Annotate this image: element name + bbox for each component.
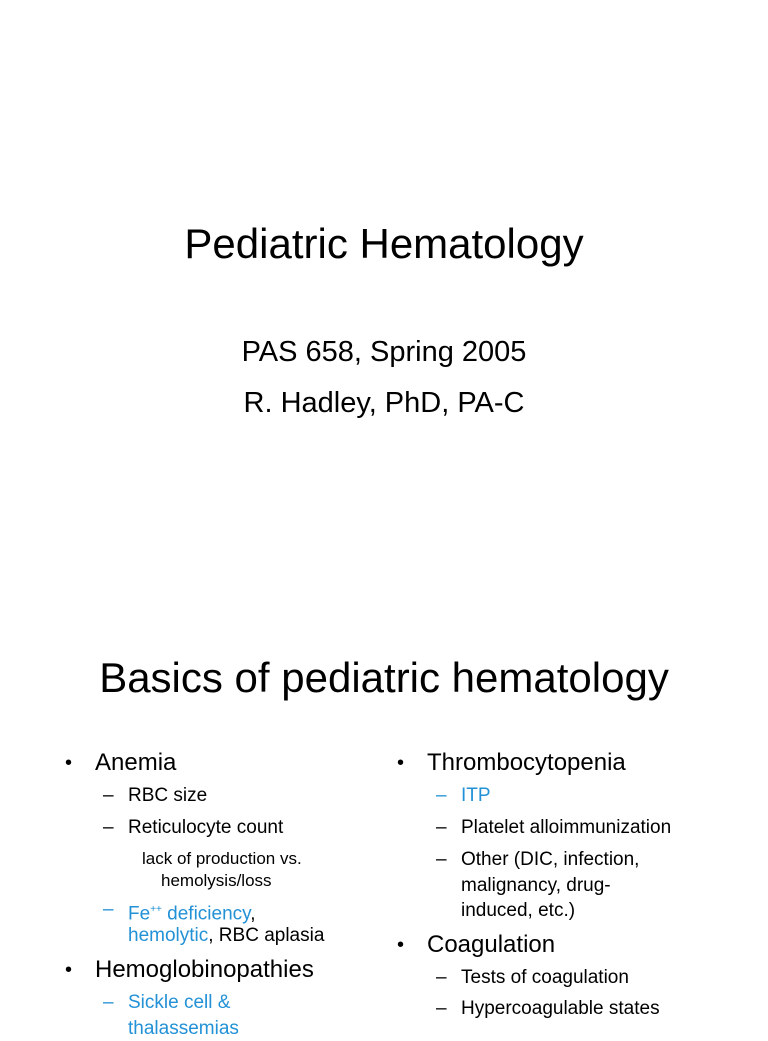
dash-icon: – — [436, 785, 447, 806]
subitem-sickle-cell — [103, 991, 231, 1015]
subitem-itp — [436, 784, 491, 808]
subitem-rbc-size — [103, 784, 208, 808]
comma: , — [250, 903, 256, 925]
dash-icon: – — [103, 817, 114, 838]
dash-icon: – — [436, 849, 447, 870]
dash-icon: – — [103, 785, 114, 806]
bullet-label: Thrombocytopenia — [427, 749, 626, 776]
note-line: lack of production vs. — [142, 849, 302, 868]
subitem-other-cont: induced, etc.) — [461, 900, 576, 921]
dash-icon: – — [436, 998, 447, 1019]
dash-icon: – — [436, 967, 447, 988]
fe-superscript: ++ — [150, 904, 162, 915]
author-line: R. Hadley, PhD, PA-C — [243, 387, 525, 419]
subitem-label: ITP — [461, 785, 491, 806]
bullet-label: Coagulation — [427, 931, 556, 958]
course-line: PAS 658, Spring 2005 — [241, 336, 527, 368]
dash-icon: – — [103, 899, 114, 920]
note-line: hemolysis/loss — [161, 871, 272, 890]
subitem-label: Other (DIC, infection, — [461, 849, 640, 870]
subitem-thalassemias — [128, 1017, 239, 1041]
bullet-label: Hemoglobinopathies — [95, 956, 314, 983]
subitem-other — [436, 848, 640, 872]
fe-label: Fe — [128, 903, 151, 925]
subitem-label: Platelet alloimmunization — [461, 817, 672, 838]
dash-icon: – — [103, 992, 114, 1013]
deficiency-label: deficiency — [161, 903, 251, 925]
subitem-label: RBC size — [128, 785, 208, 806]
subitem-other-cont: malignancy, drug- — [461, 875, 611, 896]
subitem-label: Sickle cell & — [128, 992, 231, 1013]
bullet-coagulation — [397, 930, 556, 960]
basics-slide — [0, 576, 768, 1039]
bullet-hemoglobinopathies — [65, 955, 314, 985]
subitem-label: thalassemias — [128, 1018, 239, 1039]
bullet-anemia — [65, 748, 177, 778]
bullet-label: Anemia — [95, 749, 177, 776]
hemolytic-label: hemolytic — [128, 925, 209, 946]
subitem-tests — [436, 966, 629, 990]
bullet-icon: • — [397, 934, 405, 956]
subitem-label: Tests of coagulation — [461, 967, 629, 988]
subitem-fe-deficiency — [103, 898, 256, 926]
subitem-hemolytic — [128, 924, 324, 948]
dash-icon: – — [436, 817, 447, 838]
rbc-aplasia-label: , RBC aplasia — [208, 925, 325, 946]
subitem-label: Hypercoagulable states — [461, 998, 660, 1019]
subitem-hypercoagulable — [436, 997, 660, 1021]
slide-title: Pediatric Hematology — [184, 220, 584, 267]
slide-title: Basics of pediatric hematology — [99, 654, 669, 701]
subitem-reticulocyte — [103, 816, 284, 840]
bullet-icon: • — [397, 752, 405, 774]
subitem-platelet — [436, 816, 672, 840]
bullet-thrombocytopenia — [397, 748, 626, 778]
bullet-icon: • — [65, 752, 73, 774]
subitem-label: Reticulocyte count — [128, 817, 284, 838]
bullet-icon: • — [65, 959, 73, 981]
